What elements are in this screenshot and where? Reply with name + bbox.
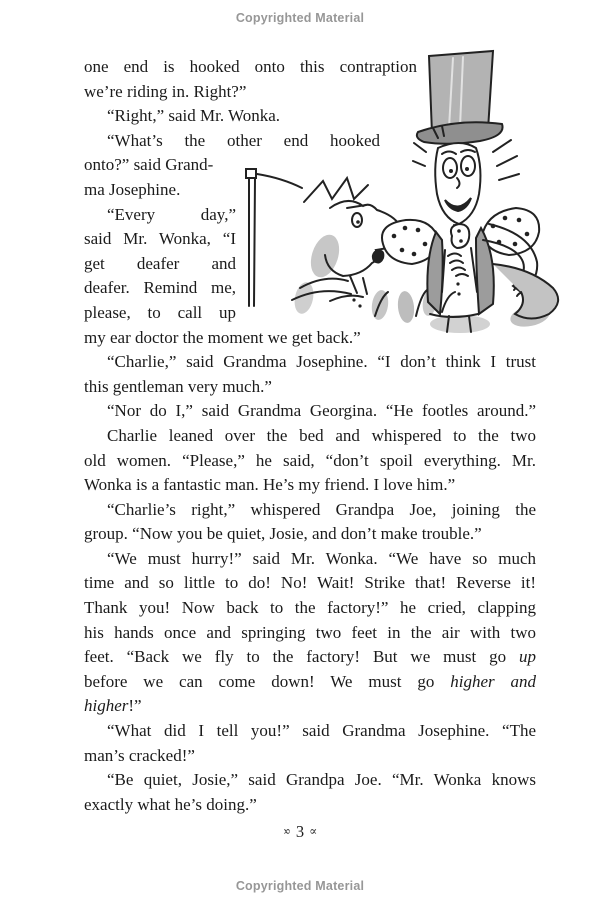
text-line: my ear doctor the moment we get back.” — [84, 327, 361, 347]
text-line: get deafer and — [84, 253, 236, 273]
text-line: “Charlie’s right,” whispered Grandpa Joe, joining the — [107, 499, 536, 519]
text-line: please, to call up — [84, 302, 236, 322]
text-line: man’s cracked!” — [84, 745, 195, 765]
text-line: “We must hurry!” said Mr. Wonka. “We have so much — [107, 548, 536, 568]
text-line: before we can come down! We must go higher and — [84, 671, 536, 691]
folio-ornament-left-icon: ∝ — [282, 824, 291, 838]
bottom-copyright-watermark: Copyrighted Material — [235, 879, 365, 893]
text-line: one end is hooked onto this contraption — [84, 57, 417, 76]
text-line: we’re riding in. Right?” — [84, 81, 247, 101]
text-line: higher!” — [84, 696, 142, 716]
text-line: group. “Now you be quiet, Josie, and don’t make trouble.” — [84, 524, 482, 544]
page-number: 3 — [295, 822, 305, 841]
text-line: “What’s the other end hooked — [107, 130, 380, 150]
text-line: Thank you! Now back to the factory!” he cried, clapping — [84, 598, 536, 618]
top-copyright-watermark: Copyrighted Material — [235, 11, 365, 25]
text-line: “Be quiet, Josie,” said Grandpa Joe. “Mr. Wonka knows — [107, 770, 536, 790]
text-line: “Every day,” — [107, 204, 236, 224]
text-line: Wonka is a fantastic man. He’s my friend. I love him.” — [84, 475, 456, 495]
text-line: this gentleman very much.” — [84, 376, 272, 396]
text-line: “Nor do I,” said Grandma Georgina. “He footles around.” — [107, 401, 536, 421]
text-line: “Right,” said Mr. Wonka. — [107, 106, 281, 126]
folio-ornament-right-icon: ∝ — [309, 824, 318, 838]
text-line: “Charlie,” said Grandma Josephine. “I don’t think I trust — [107, 352, 536, 372]
text-line: feet. “Back we fly to the factory! But we must go up — [84, 647, 536, 667]
text-line: old women. “Please,” he said, “don’t spoil everything. Mr. — [84, 450, 536, 470]
body-text — [84, 55, 536, 817]
page-number-row — [0, 822, 600, 842]
text-line: deafer. Remind me, — [84, 278, 236, 298]
text-line: ma Josephine. — [84, 179, 181, 199]
text-line: “What did I tell you!” said Grandma Josephine. “The — [107, 721, 536, 741]
text-line: exactly what he’s doing.” — [84, 794, 257, 814]
text-line: Charlie leaned over the bed and whispered to the two — [107, 425, 536, 445]
text-line: time and so little to do! No! Wait! Strike that! Reverse it! — [84, 573, 536, 593]
text-line: onto?” said Grand- — [84, 155, 214, 175]
text-line: said Mr. Wonka, “I — [84, 229, 236, 249]
text-line: his hands once and springing two feet in the air with two — [84, 622, 536, 642]
